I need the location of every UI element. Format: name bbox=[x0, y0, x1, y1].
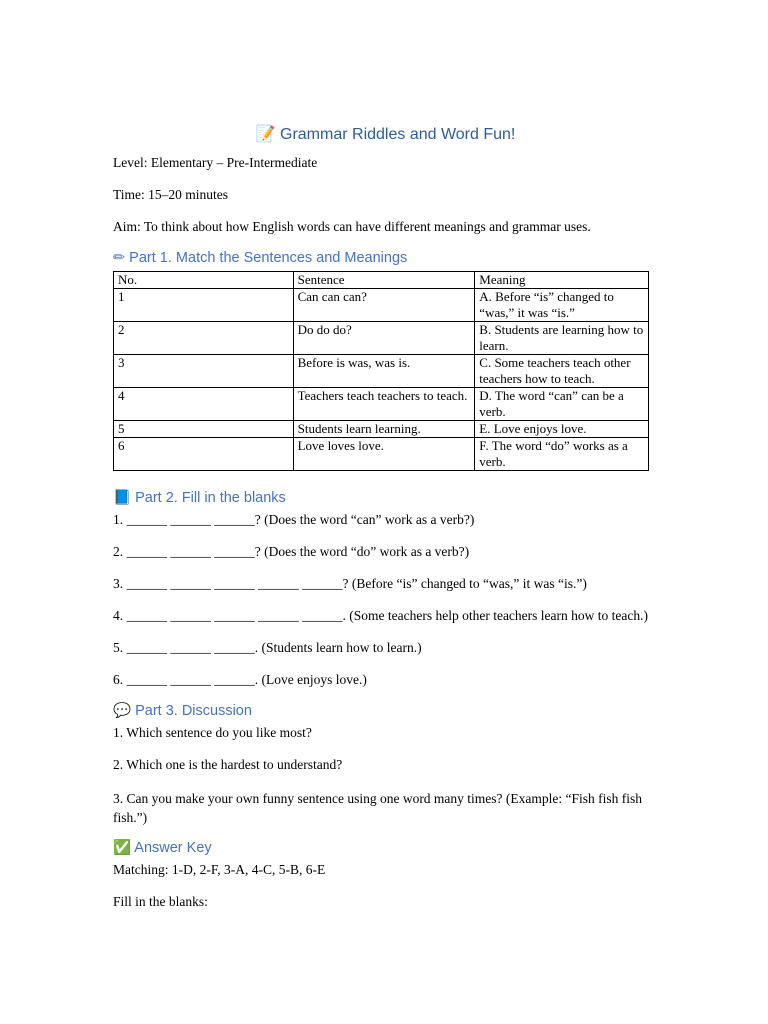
answer-key-heading: ✅ Answer Key bbox=[113, 840, 212, 856]
cell-no: 1 bbox=[114, 289, 294, 322]
time-line: Time: 15–20 minutes bbox=[113, 187, 229, 202]
cell-sentence: Students learn learning. bbox=[293, 421, 475, 438]
cell-meaning: A. Before “is” changed to “was,” it was “is.” bbox=[475, 289, 649, 322]
table-row bbox=[114, 438, 649, 471]
cell-meaning: D. The word “can” can be a verb. bbox=[475, 388, 649, 421]
discussion-item: 3. Can you make your own funny sentence using one word many times? (Example: “Fish fish fish fish.”) bbox=[113, 791, 643, 825]
cell-no: 6 bbox=[114, 438, 294, 471]
aim-line: Aim: To think about how English words can have different meanings and grammar uses. bbox=[113, 219, 591, 234]
fill-item: 5. ______ ______ ______. (Students learn how to learn.) bbox=[113, 640, 422, 655]
fill-item: 3. ______ ______ ______ ______ ______? (Before “is” changed to “was,” it was “is.”) bbox=[113, 576, 587, 591]
cell-meaning: E. Love enjoys love. bbox=[475, 421, 649, 438]
table-row bbox=[114, 421, 649, 438]
cell-no: 5 bbox=[114, 421, 294, 438]
header-sentence: Sentence bbox=[293, 272, 475, 289]
cell-no: 2 bbox=[114, 322, 294, 355]
cell-meaning: F. The word “do” works as a verb. bbox=[475, 438, 649, 471]
matching-table bbox=[113, 271, 649, 471]
part3-heading: 💬 Part 3. Discussion bbox=[113, 703, 252, 719]
header-no: No. bbox=[114, 272, 294, 289]
fill-item: 4. ______ ______ ______ ______ ______. (Some teachers help other teachers learn how to teach.) bbox=[113, 608, 648, 623]
table-row bbox=[114, 322, 649, 355]
fill-item: 1. ______ ______ ______? (Does the word “can” work as a verb?) bbox=[113, 512, 475, 527]
document-body bbox=[113, 124, 658, 926]
cell-meaning: B. Students are learning how to learn. bbox=[475, 322, 649, 355]
cell-sentence: Do do do? bbox=[293, 322, 475, 355]
cell-no: 4 bbox=[114, 388, 294, 421]
level-line: Level: Elementary – Pre-Intermediate bbox=[113, 155, 318, 170]
cell-sentence: Love loves love. bbox=[293, 438, 475, 471]
fill-item: 6. ______ ______ ______. (Love enjoys love.) bbox=[113, 672, 367, 687]
cell-sentence: Can can can? bbox=[293, 289, 475, 322]
answer-matching: Matching: 1-D, 2-F, 3-A, 4-C, 5-B, 6-E bbox=[113, 862, 326, 877]
discussion-item: 1. Which sentence do you like most? bbox=[113, 725, 312, 740]
part1-heading: ✏ Part 1. Match the Sentences and Meanings bbox=[113, 250, 408, 266]
cell-no: 3 bbox=[114, 355, 294, 388]
table-header-row bbox=[114, 272, 649, 289]
table-row bbox=[114, 355, 649, 388]
cell-sentence: Before is was, was is. bbox=[293, 355, 475, 388]
cell-sentence: Teachers teach teachers to teach. bbox=[293, 388, 475, 421]
document-title: 📝 Grammar Riddles and Word Fun! bbox=[255, 126, 516, 143]
discussion-item: 2. Which one is the hardest to understand? bbox=[113, 757, 343, 772]
header-meaning: Meaning bbox=[475, 272, 649, 289]
table-row bbox=[114, 289, 649, 322]
fill-item: 2. ______ ______ ______? (Does the word “do” work as a verb?) bbox=[113, 544, 470, 559]
table-row bbox=[114, 388, 649, 421]
cell-meaning: C. Some teachers teach other teachers how to teach. bbox=[475, 355, 649, 388]
answer-fill-label: Fill in the blanks: bbox=[113, 894, 208, 909]
part2-heading: 📘 Part 2. Fill in the blanks bbox=[113, 490, 286, 506]
